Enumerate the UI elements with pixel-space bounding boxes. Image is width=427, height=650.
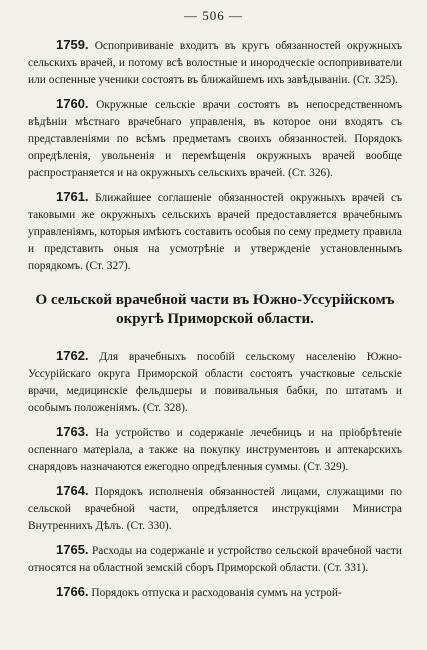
article-number: 1764.	[56, 483, 89, 498]
article-number: 1760.	[56, 96, 89, 111]
article-number: 1766.	[56, 584, 89, 599]
article-paragraph	[28, 347, 402, 417]
article-text: Порядокъ отпуска и расходованія суммъ на устрой-	[91, 587, 342, 599]
article-paragraph	[28, 188, 402, 275]
articles-after-heading	[28, 347, 402, 602]
article-number: 1762.	[56, 348, 89, 363]
article-text: Ближайшее соглашеніе обязанностей окружныхъ врачей съ таковыми же окружныхъ сельскихъ врачей предоставляется врачебнымъ управленіямъ, которыя имѣютъ составить особыя по сему предмету правила и представить оныя на усмотрѣніе и утвержденіе установленнымъ порядкомъ. (Ст. 327).	[28, 192, 402, 272]
article-paragraph	[28, 482, 402, 535]
page-number: — 506 —	[184, 8, 243, 23]
article-paragraph	[28, 583, 402, 602]
page-content	[28, 36, 402, 608]
article-number: 1759.	[56, 37, 89, 52]
article-text: На устройство и содержаніе лечебницъ и на пріобрѣтеніе оспеннаго матеріала, а также на покупку инструментовъ и аптекарскихъ снарядовъ назначаются ежегодно опредѣленныя суммы. (Ст. 329).	[28, 427, 402, 473]
section-heading-line-1: О сельской врачебной части въ Южно-Уссурійскомъ	[35, 292, 395, 308]
article-number: 1763.	[56, 424, 89, 439]
article-text: Оспопрививаніе входитъ въ кругъ обязанностей окружныхъ сельскихъ врачей, и потому всѣ волостные и инородческіе оспопрививатели или оспенные ученики состоятъ въ ближайшемъ ихъ завѣдываніи. (Ст. 325).	[28, 40, 402, 86]
article-text: Расходы на содержаніе и устройство сельской врачебной части относятся на областной земскій сборъ Приморской области. (Ст. 331).	[28, 545, 402, 574]
article-text: Порядокъ исполненія обязанностей лицами, служащими по сельской врачебной части, опредѣляется инструкціями Министра Внутреннихъ Дѣлъ. (Ст. 330).	[28, 486, 402, 532]
article-paragraph	[28, 36, 402, 89]
article-paragraph	[28, 423, 402, 476]
article-text: Окружные сельскіе врачи состоятъ въ непосредственномъ вѣдѣніи мѣстнаго врачебнаго управленія, въ которое они входятъ съ представленіями по всѣмъ предметамъ своихъ обязанностей. Порядокъ опредѣленія, увольненія и перемѣщенія окружныхъ врачей вообще распространяется и на окружныхъ сельскихъ врачей. (Ст. 326).	[28, 99, 402, 179]
article-number: 1765.	[56, 542, 89, 557]
article-paragraph	[28, 95, 402, 182]
article-text: Для врачебныхъ пособій сельскому населенію Южно-Уссурійскаго округа Приморской области состоятъ участковые сельскіе врачи, медицинскіе фельдшеры и повивальныя бабки, по штатамъ и особымъ положеніямъ. (Ст. 328).	[28, 351, 403, 414]
articles-before-heading	[28, 36, 402, 275]
section-heading	[28, 291, 402, 329]
section-heading-line-2: округѣ Приморской области.	[116, 311, 314, 327]
article-paragraph	[28, 541, 402, 577]
article-number: 1761.	[56, 189, 89, 204]
